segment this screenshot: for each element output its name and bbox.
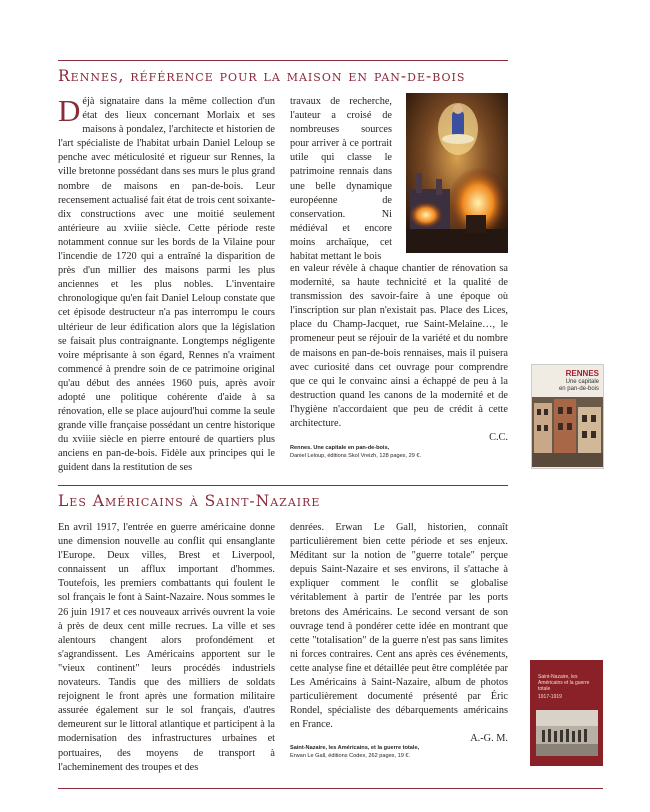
section1-caption: Rennes. Une capitale en pan-de-bois, Daniel Leloup, éditions Skol Vreizh, 128 pages, 29 €. — [290, 445, 422, 459]
section1-col2-bottom: en valeur révèle à chaque chantier de rénovation sa modernité, sa haute technicité et la qualité de transmission des savoir-faire à une époque où l'inscription sur plan n'existait pas. Place des Lices, place du Champ-Jacquet, rue Saint-Melaine…, le promeneur peut se réjouir de la variété et du nombre de maisons en pan-de-bois rennaises, mais il puisera avec curiosité dans cet ouvrage pour comprendre que ce qui le convainc ainsi a échappé de peu à la destruction quand les canons de la modernité et de l'hygiène n'accordaient que peu de crédit à cette architecture. C.C. — [290, 262, 508, 445]
section2-caption: Saint-Nazaire, les Américains, et la guerre totale, Erwan Le Gall, éditions Codex, 262 pages, 19 €. — [290, 745, 420, 759]
rennes-cover-photo — [532, 397, 603, 467]
section1-col1-text: éjà signataire dans la même collection d'un état des lieux concernant Morlaix et ses maisons à pondalez, l'architecte et historien de l'art spécialiste de l'habitat urbain Daniel Leloup se penche avec méticulosité et rigueur sur Rennes, la ville bretonne possédant dans ses murs le plus grand nombre de maisons en pan-de-bois. Leur recensement actualisé fait état de trois cent soixante-dix constructions avec une moitié seulement antérieure au xviiie siècle. Cette période reste notamment connue sur les bords de la Vilaine pour l'incendie de 1720 qui a entraîné la disparition de près d'un millier des maisons parmi les plus anciennes et les plus nobles. L'inventaire chronologique qu'en fait Daniel Leloup constate que cet épisode destructeur n'a pas interrompu le cours ultérieur de leur édification alors que la législation se faisait plus contraignante. Longtemps négligente voire méprisante à son égard, Rennes n'a vraiment commencé à prendre soin de ce patrimoine original qu'au début des années 1960 puis, après avoir adopté une politique cohérente d'aide à sa rénovation, elle se place aujourd'hui comme la seule grande ville française possédant un centre historique du xviiie siècle en pierre entouré de quartiers plus anciens en pan-de-bois. Fidèle aux principes qui le guident dans la restitution de ses — [58, 96, 275, 474]
section2-rule — [58, 485, 508, 486]
dropcap: D — [58, 93, 81, 128]
fire-painting-image — [406, 93, 508, 253]
section2-col1: En avril 1917, l'entrée en guerre américaine donne une dimension nouvelle au conflit qui ensanglante l'Europe. Deux villes, Brest et Liverpool, connaissent un afflux important d'hommes. Toutefois, les premiers combattants qui foulent le sol français le font à Saint-Nazaire. Nous sommes le 26 juin 1917 et ces nouveaux arrivés ouvrent la voie à près de deux cent mille recrues. La ville et ses alentours changent alors profondément et s'agrandissent. Les Américains apportent sur le "vieux continent" leurs procédés industriels novateurs. Tandis que des milliers de soldats rejoignent le front après une formation militaire assurée également sur le sol français, d'autres demeurent sur le littoral atlantique et participent à la modernisation des infrastructures urbaines et portuaires, des moyens de transport à l'acheminement des troupes et des — [58, 522, 275, 773]
section1-signature: C.C. — [489, 432, 508, 444]
rennes-book-cover — [531, 364, 604, 469]
saint-nazaire-book-cover — [530, 660, 603, 766]
section2-title: Les Américains à Saint-Nazaire — [58, 492, 321, 510]
section1-col1 — [58, 95, 275, 476]
fire-painting — [406, 93, 508, 253]
sn-cover-photo — [536, 710, 598, 756]
section2-signature: A.-G. M. — [470, 733, 508, 745]
rennes-cover-subtitle1: Une capitale — [565, 379, 599, 385]
sn-cover-dates: 1917-1919 — [538, 694, 562, 700]
sn-cover-title: Saint-Nazaire, les Américains et la guerre totale — [538, 674, 590, 692]
rennes-cover-title: RENNES — [565, 369, 599, 378]
bottom-rule — [58, 788, 603, 789]
rennes-cover-subtitle2: en pan-de-bois — [558, 386, 599, 392]
section1-col2-top: travaux de recherche, l'auteur a croisé de nombreuses sources pour arriver à ce portrait utile qui classe le patrimoine rennais dans une belle dynamique européenne de conservation. Ni médiéval et encore moins archaïque, cet habitat mettant le bois — [290, 96, 392, 263]
top-rule — [58, 60, 508, 61]
section1-title: Rennes, référence pour la maison en pan-de-bois — [58, 67, 466, 85]
section2-col2: denrées. Erwan Le Gall, historien, connaît particulièrement bien cette période et ses enjeux. Méditant sur la notion de "guerre totale" perçue depuis Saint-Nazaire et ses environs, il s'attache à expliquer comment le conflit se globalise véritablement à partir de l'entrée par les ports bretons des Américains. Le second versant de son ouvrage tend à pondérer cette idée en montrant que cette "totalisation" de la guerre n'est pas sans limites ni forces contraires. Cent ans après ces événements, cette analyse fine et détaillée peut être complétée par Les Américains à Saint-Nazaire, album de photos particulièrement documenté présenté par Éric Rondel, spécialiste des débarquements américains en France. A.-G. M. — [290, 521, 508, 747]
